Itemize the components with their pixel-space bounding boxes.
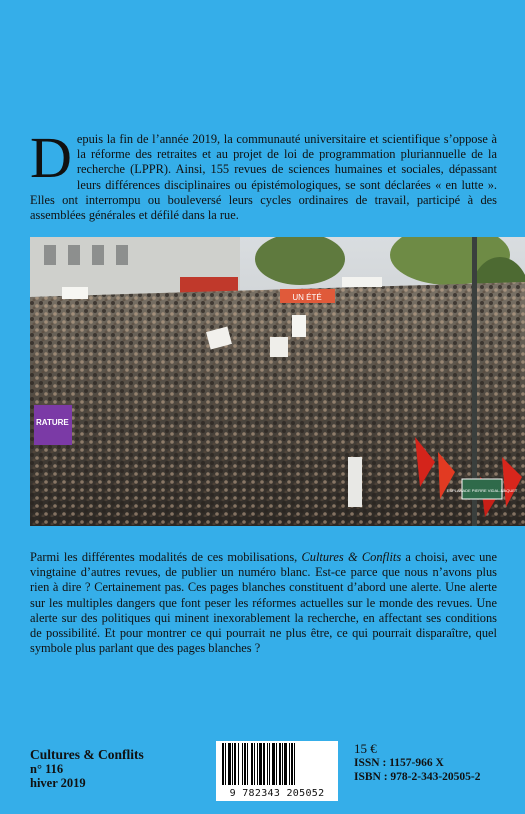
barcode-bar <box>267 743 268 785</box>
barcode <box>216 741 338 801</box>
barcode-bar <box>254 743 255 785</box>
barcode-bar <box>242 743 243 785</box>
second-text-after: a choisi, avec une vingtaine d’autres revues, de publier un numéro blanc. Est-ce parce que nous n’avons plus rien à dire ? Certainement pas. Ces pages blanches constituent d’abord une alerte. Une alerte sur les multiples dangers que font peser les réformes actuelles sur le monde des revues. Une alerte sur des politiques qui minent inexorablement la recherche, en affectant ses conditions de possibilité. Et pour montrer ce qui pourrait ne plus être, ce qui pourrait disparaître, quel symbole plus parlant que des pages blanches ? <box>30 550 497 656</box>
barcode-bar <box>269 743 270 785</box>
publication-info <box>30 748 144 790</box>
intro-text: epuis la fin de l’année 2019, la communauté universitaire et scientifique s’oppose à la réforme des retraites et au projet de loi de programmation pluriannuelle de la recherche (LPPR). Ainsi, 155 revues de sciences humaines et sociales, dépassant leurs différences disciplinaires ou épistémologiques, se sont déclarées « en lutte ». Elles ont interrompu ou bouleversé leurs cycles ordinaires de travail, participé à des assemblées générales et défilé dans la rue. <box>30 132 497 223</box>
barcode-bar <box>244 743 246 785</box>
isbn: ISBN : 978-2-343-20505-2 <box>354 771 481 783</box>
publication-title: Cultures & Conflits <box>30 747 144 762</box>
issue-season: hiver 2019 <box>30 776 86 790</box>
barcode-bars <box>216 743 338 789</box>
barcode-bar <box>284 743 287 785</box>
barcode-bar <box>294 743 295 785</box>
barcode-bar <box>234 743 236 785</box>
second-paragraph <box>30 550 497 656</box>
pricing-info <box>354 742 481 784</box>
barcode-bar <box>247 743 248 785</box>
drop-cap: D <box>30 125 72 190</box>
barcode-bar <box>228 743 231 785</box>
barcode-bar <box>272 743 275 785</box>
barcode-bar <box>222 743 224 785</box>
barcode-bar <box>257 743 258 785</box>
intro-paragraph <box>30 125 497 223</box>
barcode-bar <box>276 743 277 785</box>
barcode-bar <box>279 743 281 785</box>
barcode-bar <box>289 743 290 785</box>
banner-text-1: RATURE <box>36 418 69 427</box>
barcode-bar <box>259 743 262 785</box>
barcode-bar <box>282 743 283 785</box>
second-text-before: Parmi les différentes modalités de ces mobilisations, <box>30 550 302 564</box>
banner-text-2: UN ÉTÉ <box>292 293 322 302</box>
barcode-bar <box>232 743 233 785</box>
barcode-bar <box>263 743 265 785</box>
barcode-bar <box>291 743 293 785</box>
barcode-bar <box>225 743 226 785</box>
price: 15 € <box>354 741 377 756</box>
protest-crowd-photo <box>30 237 525 526</box>
issn: ISSN : 1157-966 X <box>354 757 444 769</box>
barcode-bar <box>238 743 239 785</box>
street-sign-text: ESPLANADE PIERRE VIDAL-NAQUET <box>446 488 518 493</box>
issue-number: n° 116 <box>30 762 64 776</box>
journal-name: Cultures & Conflits <box>301 550 402 564</box>
barcode-digits: 9 782343 205052 <box>229 788 325 799</box>
barcode-bar <box>251 743 253 785</box>
